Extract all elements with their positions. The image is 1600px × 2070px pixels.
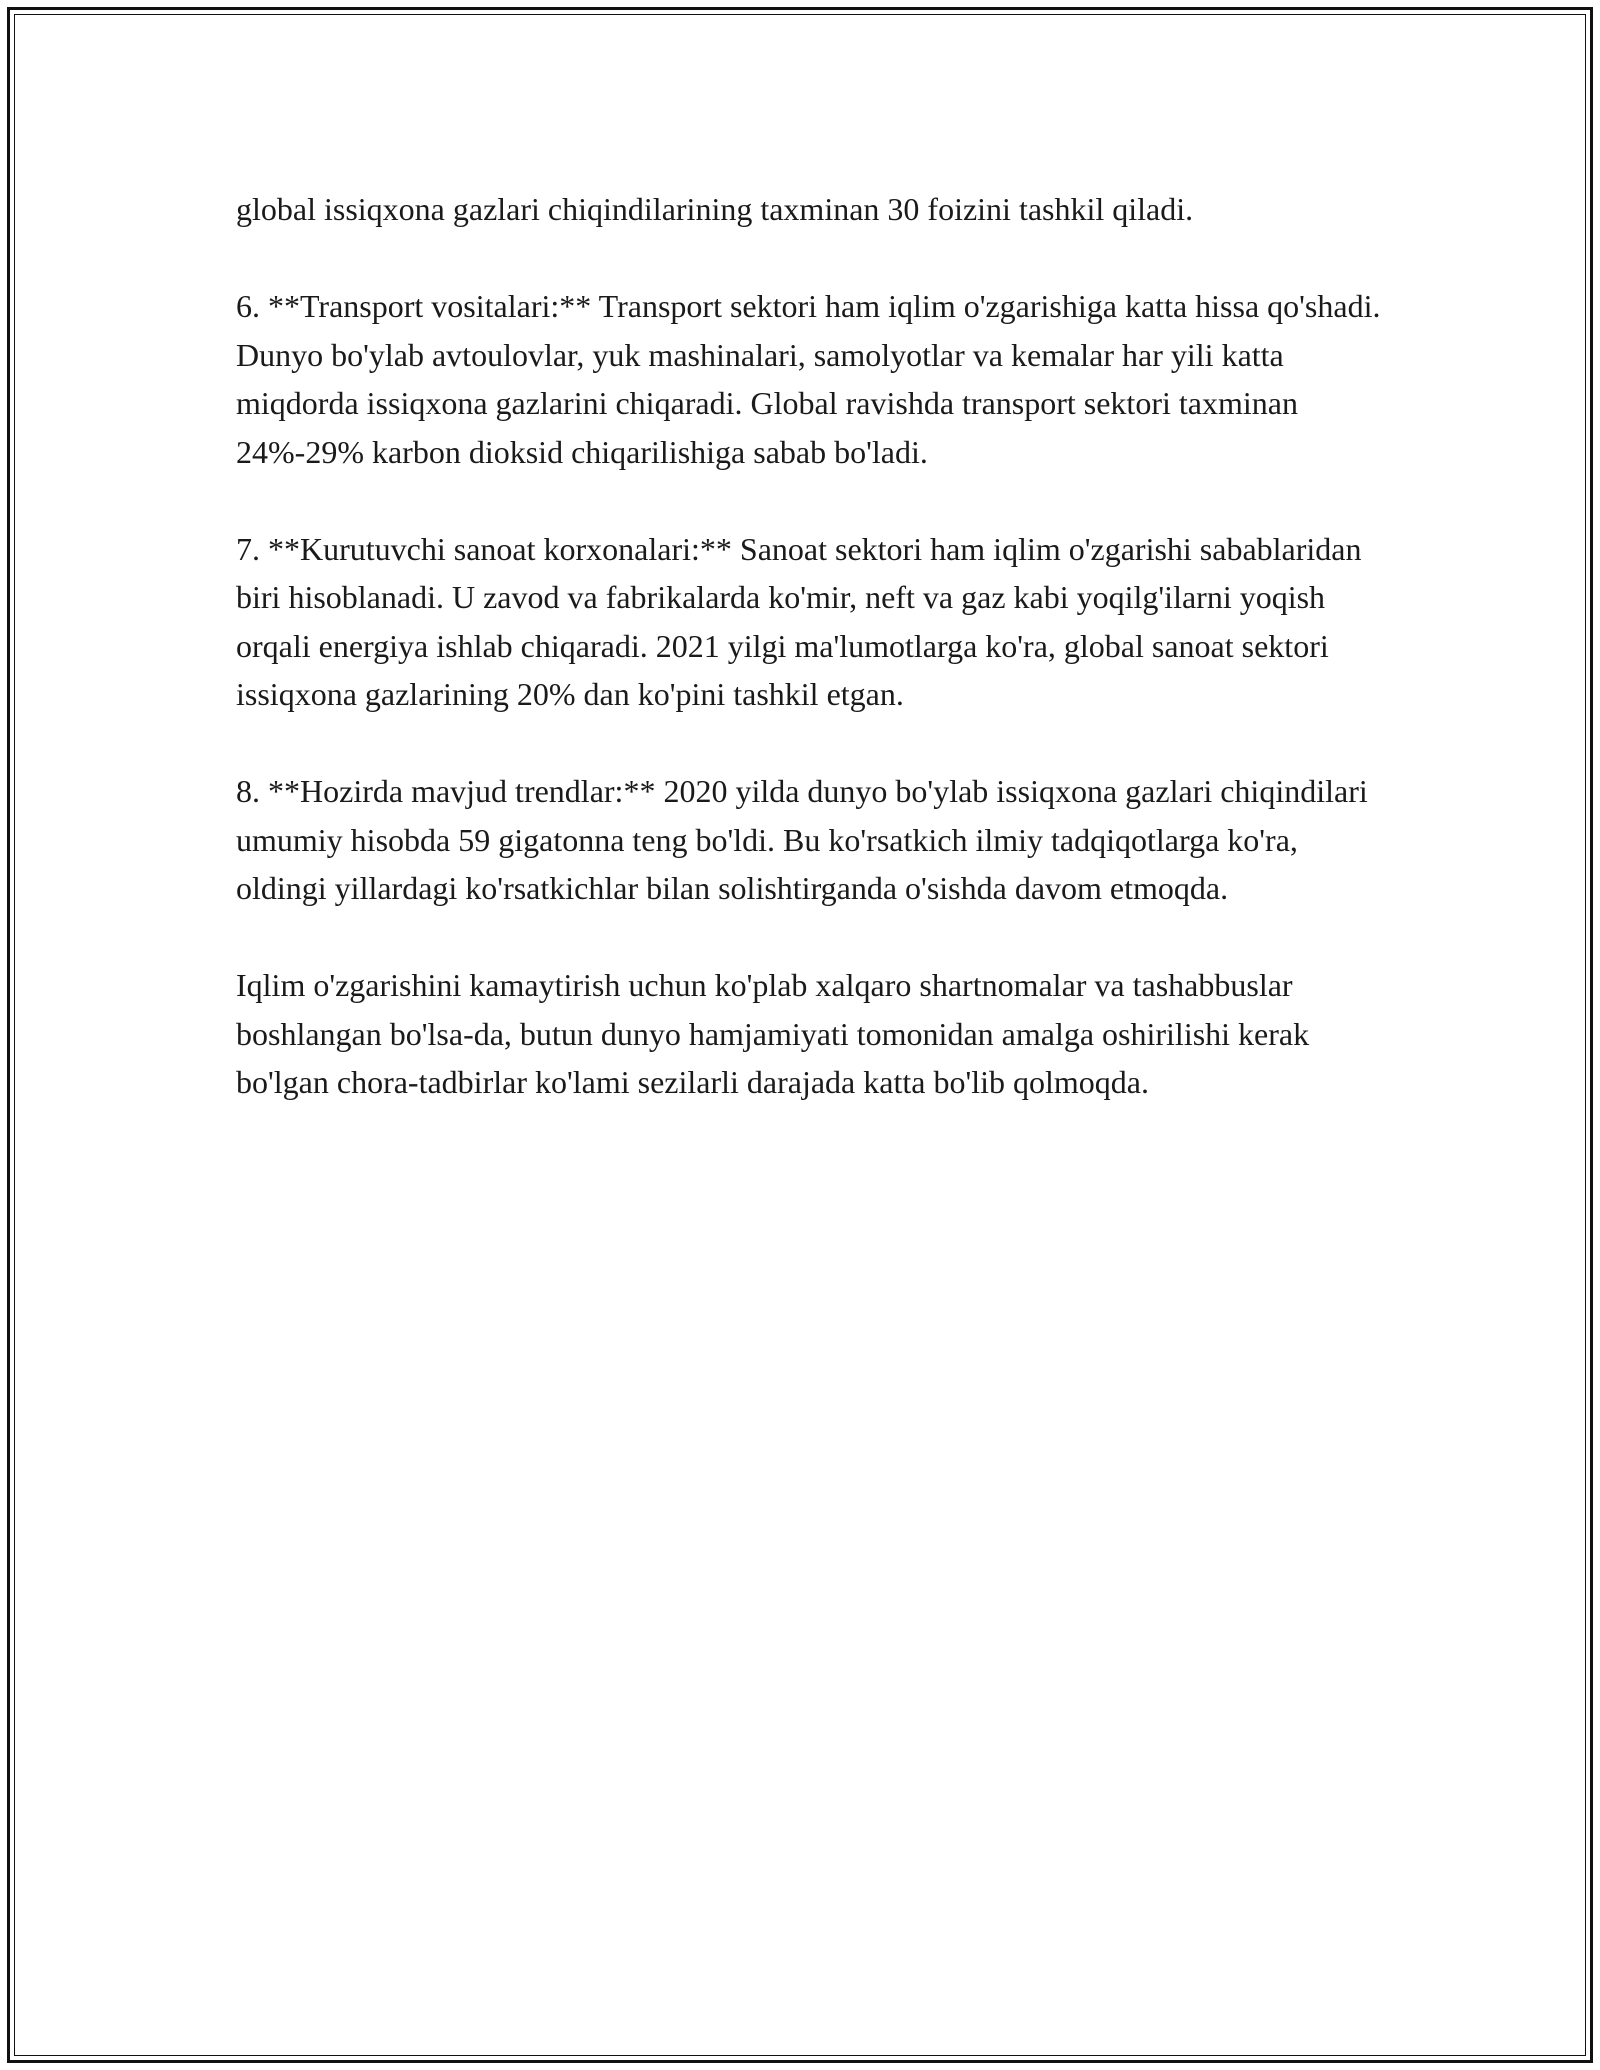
paragraph-trends: 8. **Hozirda mavjud trendlar:** 2020 yilda dunyo bo'ylab issiqxona gazlari chiqindilari umumiy hisobda 59 gigatonna teng bo'ldi. Bu ko'rsatkich ilmiy tadqiqotlarga ko'ra, oldingi yillardagi ko'rsatkichlar bilan solishtirganda o'sishda davom etmoqda.: [236, 773, 1368, 906]
paragraph-transport: 6. **Transport vositalari:** Transport sektori ham iqlim o'zgarishiga katta hissa qo'shadi. Dunyo bo'ylab avtoulovlar, yuk mashinalari, samolyotlar va kemalar har yili katta miqdorda issiqxona gazlarini chiqaradi. Global ravishda transport sektori taxminan 24%-29% karbon dioksid chiqarilishiga sabab bo'ladi.: [236, 288, 1381, 470]
paragraph-industry: 7. **Kurutuvchi sanoat korxonalari:** Sanoat sektori ham iqlim o'zgarishi sabablaridan biri hisoblanadi. U zavod va fabrikalarda ko'mir, neft va gaz kabi yoqilg'ilarni yoqish orqali energiya ishlab chiqaradi. 2021 yilgi ma'lumotlarga ko'ra, global sanoat sektori issiqxona gazlarining 20% dan ko'pini tashkil etgan.: [236, 530, 1362, 712]
document-body: [236, 185, 1396, 1155]
paragraph-intro-continuation: global issiqxona gazlari chiqindilarining taxminan 30 foizini tashkil qiladi.: [236, 191, 1194, 227]
paragraph-conclusion: Iqlim o'zgarishini kamaytirish uchun ko'plab xalqaro shartnomalar va tashabbuslar boshlangan bo'lsa-da, butun dunyo hamjamiyati tomonidan amalga oshirilishi kerak bo'lgan chora-tadbirlar ko'lami sezilarli darajada katta bo'lib qolmoqda.: [236, 967, 1310, 1100]
